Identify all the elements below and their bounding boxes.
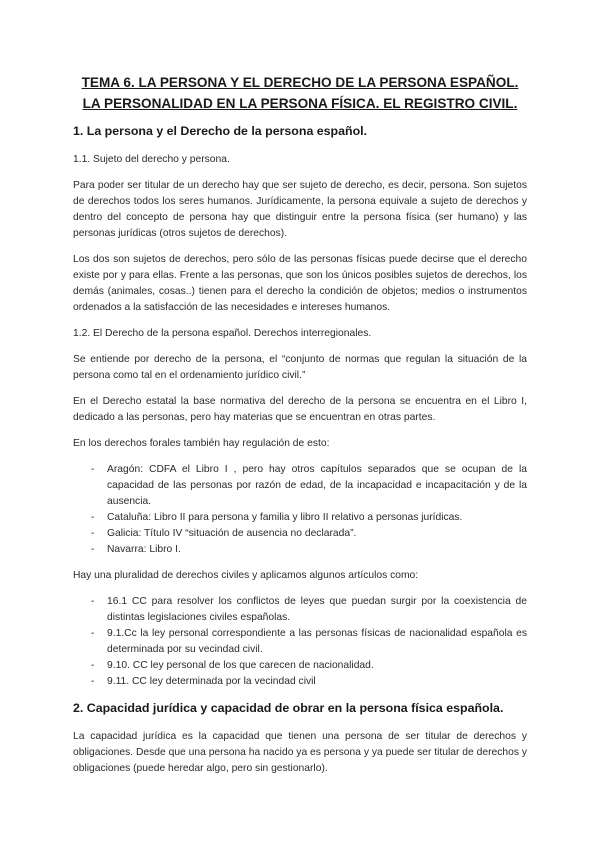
dash-bullet: - [91, 464, 95, 475]
list-item: - Aragón: CDFA el Libro I , pero hay otros capítulos separados que se ocupan de la capacidad de las personas por razón de edad, de la incapacidad e incapacitación y de la ausencia. [91, 464, 527, 507]
list-item: - Galicia: Título IV “situación de ausencia no declarada”. [73, 526, 527, 542]
list-item: - 9.10. CC ley personal de los que carecen de nacionalidad. [73, 658, 527, 674]
document-title: TEMA 6. LA PERSONA Y EL DERECHO DE LA PERSONA ESPAÑOL. LA PERSONALIDAD EN LA PERSONA FÍSICA. EL REGISTRO CIVIL. [81, 75, 519, 111]
articles-list [73, 594, 527, 690]
foral-rights-list [73, 462, 527, 558]
section-2-heading: 2. Capacidad jurídica y capacidad de obrar en la persona física española. [73, 701, 504, 715]
subsection-1-2-heading: 1.2. El Derecho de la persona español. Derechos interregionales. [73, 328, 372, 339]
paragraph: En los derechos forales también hay regulación de esto: [73, 438, 330, 449]
subsection-1-1-heading: 1.1. Sujeto del derecho y persona. [73, 154, 230, 165]
section-1-heading: 1. La persona y el Derecho de la persona español. [73, 124, 368, 138]
list-item: - 9.1.Cc la ley personal correspondiente a las personas físicas de nacionalidad española es determinada por su vecindad civil. [91, 628, 527, 655]
list-item: - 9.11. CC ley determinada por la vecindad civil [73, 674, 527, 690]
dash-bullet: - [91, 544, 95, 555]
paragraph: Para poder ser titular de un derecho hay que ser sujeto de derecho, es decir, persona. Son sujetos de derechos todos los seres humanos. Jurídicamente, la persona equivale a sujeto de derechos y dentro del concepto de persona hay que distinguir entre la persona física (ser humano) y las personas jurídicas (otros sujetos de derechos). [73, 180, 527, 239]
list-item: - 16.1 CC para resolver los conflictos de leyes que puedan surgir por la coexistencia de distintas legislaciones civiles españolas. [91, 596, 527, 623]
paragraph: En el Derecho estatal la base normativa del derecho de la persona se encuentra en el Libro I, dedicado a las personas, pero hay materias que se encuentran en otras partes. [73, 396, 527, 423]
dash-bullet: - [91, 676, 95, 687]
list-item: - Cataluña: Libro II para persona y familia y libro II relativo a personas jurídicas. [73, 510, 527, 526]
paragraph: Se entiende por derecho de la persona, el “conjunto de normas que regulan la situación de la persona como tal en el ordenamiento jurídico civil.” [73, 354, 527, 381]
paragraph: La capacidad jurídica es la capacidad que tienen una persona de ser titular de derechos y obligaciones. Desde que una persona ha nacido ya es persona y ya puede ser titular de derechos y obligaciones (puede heredar algo, pero sin gestionarlo). [73, 731, 527, 774]
dash-bullet: - [91, 628, 95, 639]
paragraph: Hay una pluralidad de derechos civiles y aplicamos algunos artículos como: [73, 570, 419, 581]
dash-bullet: - [91, 596, 95, 607]
dash-bullet: - [91, 528, 95, 539]
paragraph: Los dos son sujetos de derechos, pero sólo de las personas físicas puede decirse que el derecho existe por y para ellas. Frente a las personas, que son los únicos posibles sujetos de derechos, los demás (animales, cosas..) tienen para el derecho la condición de objetos; medios o instrumentos ordenados a la satisfacción de las necesidades e intereses humanos. [73, 254, 527, 313]
list-item: - Navarra: Libro I. [73, 542, 527, 558]
dash-bullet: - [91, 512, 95, 523]
dash-bullet: - [91, 660, 95, 671]
